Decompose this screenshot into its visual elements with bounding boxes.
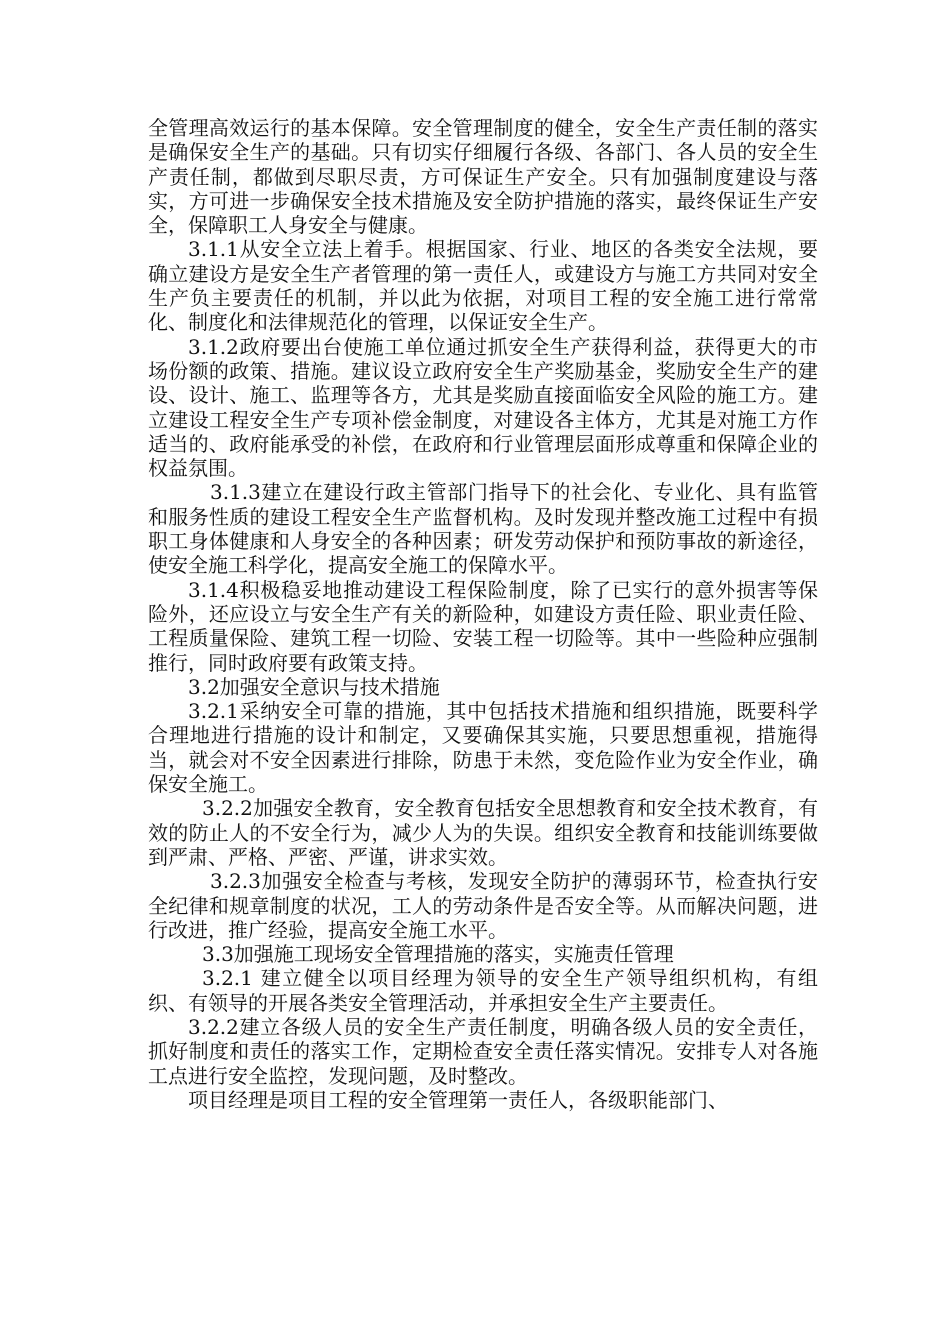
heading-3-2: 3.2加强安全意识与技术措施 bbox=[188, 674, 440, 699]
paragraph-3-1-3: 3.1.3建立在建设行政主管部门指导下的社会化、专业化、具有监管和服务性质的建设工程安全生产监督机构。及时发现并整改施工过程中有损职工身体健康和人身安全的各种因素；研发劳动保护和预防事故的新途径，使安全施工科学化，提高安全施工的保障水平。 bbox=[148, 480, 818, 578]
paragraph-3-2-2: 3.2.2加强安全教育，安全教育包括安全思想教育和安全技术教育，有效的防止人的不安全行为，减少人为的失误。组织安全教育和技能训练要做到严肃、严格、严密、严谨，讲求实效。 bbox=[148, 796, 818, 869]
document-body bbox=[148, 116, 818, 1112]
paragraph-3-2-1-b: 3.2.1 建立健全以项目经理为领导的安全生产领导组织机构，有组织、有领导的开展各类安全管理活动，并承担安全生产主要责任。 bbox=[148, 966, 818, 1015]
paragraph-3-1-2: 3.1.2政府要出台使施工单位通过抓安全生产获得利益，获得更大的市场份额的政策、措施。建议设立政府安全生产奖励基金，奖励安全生产的建设、设计、施工、监理等各方，尤其是奖励直接面临安全风险的施工方。建立建设工程安全生产专项补偿金制度，对建设各主体方，尤其是对施工方作适当的、政府能承受的补偿，在政府和行业管理层面形成尊重和保障企业的权益氛围。 bbox=[148, 334, 818, 481]
paragraph-project-manager: 项目经理是项目工程的安全管理第一责任人，各级职能部门、 bbox=[188, 1087, 728, 1112]
paragraph-3-1-4: 3.1.4积极稳妥地推动建设工程保险制度，除了已实行的意外损害等保险外，还应设立与安全生产有关的新险种，如建设方责任险、职业责任险、工程质量保险、建筑工程一切险、安装工程一切险等。其中一些险种应强制推行，同时政府要有政策支持。 bbox=[148, 577, 818, 675]
paragraph-3-2-1: 3.2.1采纳安全可靠的措施，其中包括技术措施和组织措施，既要科学合理地进行措施的设计和制定，又要确保其实施，只要思想重视，措施得当，就会对不安全因素进行排除，防患于未然，变危险作业为安全作业，确保安全施工。 bbox=[148, 699, 818, 797]
heading-3-3: 3.3加强施工现场安全管理措施的落实，实施责任管理 bbox=[202, 942, 674, 967]
paragraph-3-2-3: 3.2.3加强安全检查与考核，发现安全防护的薄弱环节，检查执行安全纪律和规章制度的状况，工人的劳动条件是否安全等。从而解决问题，进行改进，推广经验，提高安全施工水平。 bbox=[148, 869, 818, 942]
paragraph-3-1-1: 3.1.1从安全立法上着手。根据国家、行业、地区的各类安全法规，要确立建设方是安全生产者管理的第一责任人，或建设方与施工方共同对安全生产负主要责任的机制，并以此为依据，对项目工程的安全施工进行常常化、制度化和法律规范化的管理，以保证安全生产。 bbox=[148, 237, 818, 335]
paragraph-3-2-2-b: 3.2.2建立各级人员的安全生产责任制度，明确各级人员的安全责任，抓好制度和责任的落实工作，定期检查安全责任落实情况。安排专人对各施工点进行安全监控，发现问题，及时整改。 bbox=[148, 1014, 818, 1088]
paragraph-intro: 全管理高效运行的基本保障。安全管理制度的健全，安全生产责任制的落实是确保安全生产的基础。只有切实仔细履行各级、各部门、各人员的安全生产责任制，都做到尽职尽责，方可保证生产安全。只有加强制度建设与落实，方可进一步确保安全技术措施及安全防护措施的落实，最终保证生产安全，保障职工人身安全与健康。 bbox=[148, 116, 818, 238]
